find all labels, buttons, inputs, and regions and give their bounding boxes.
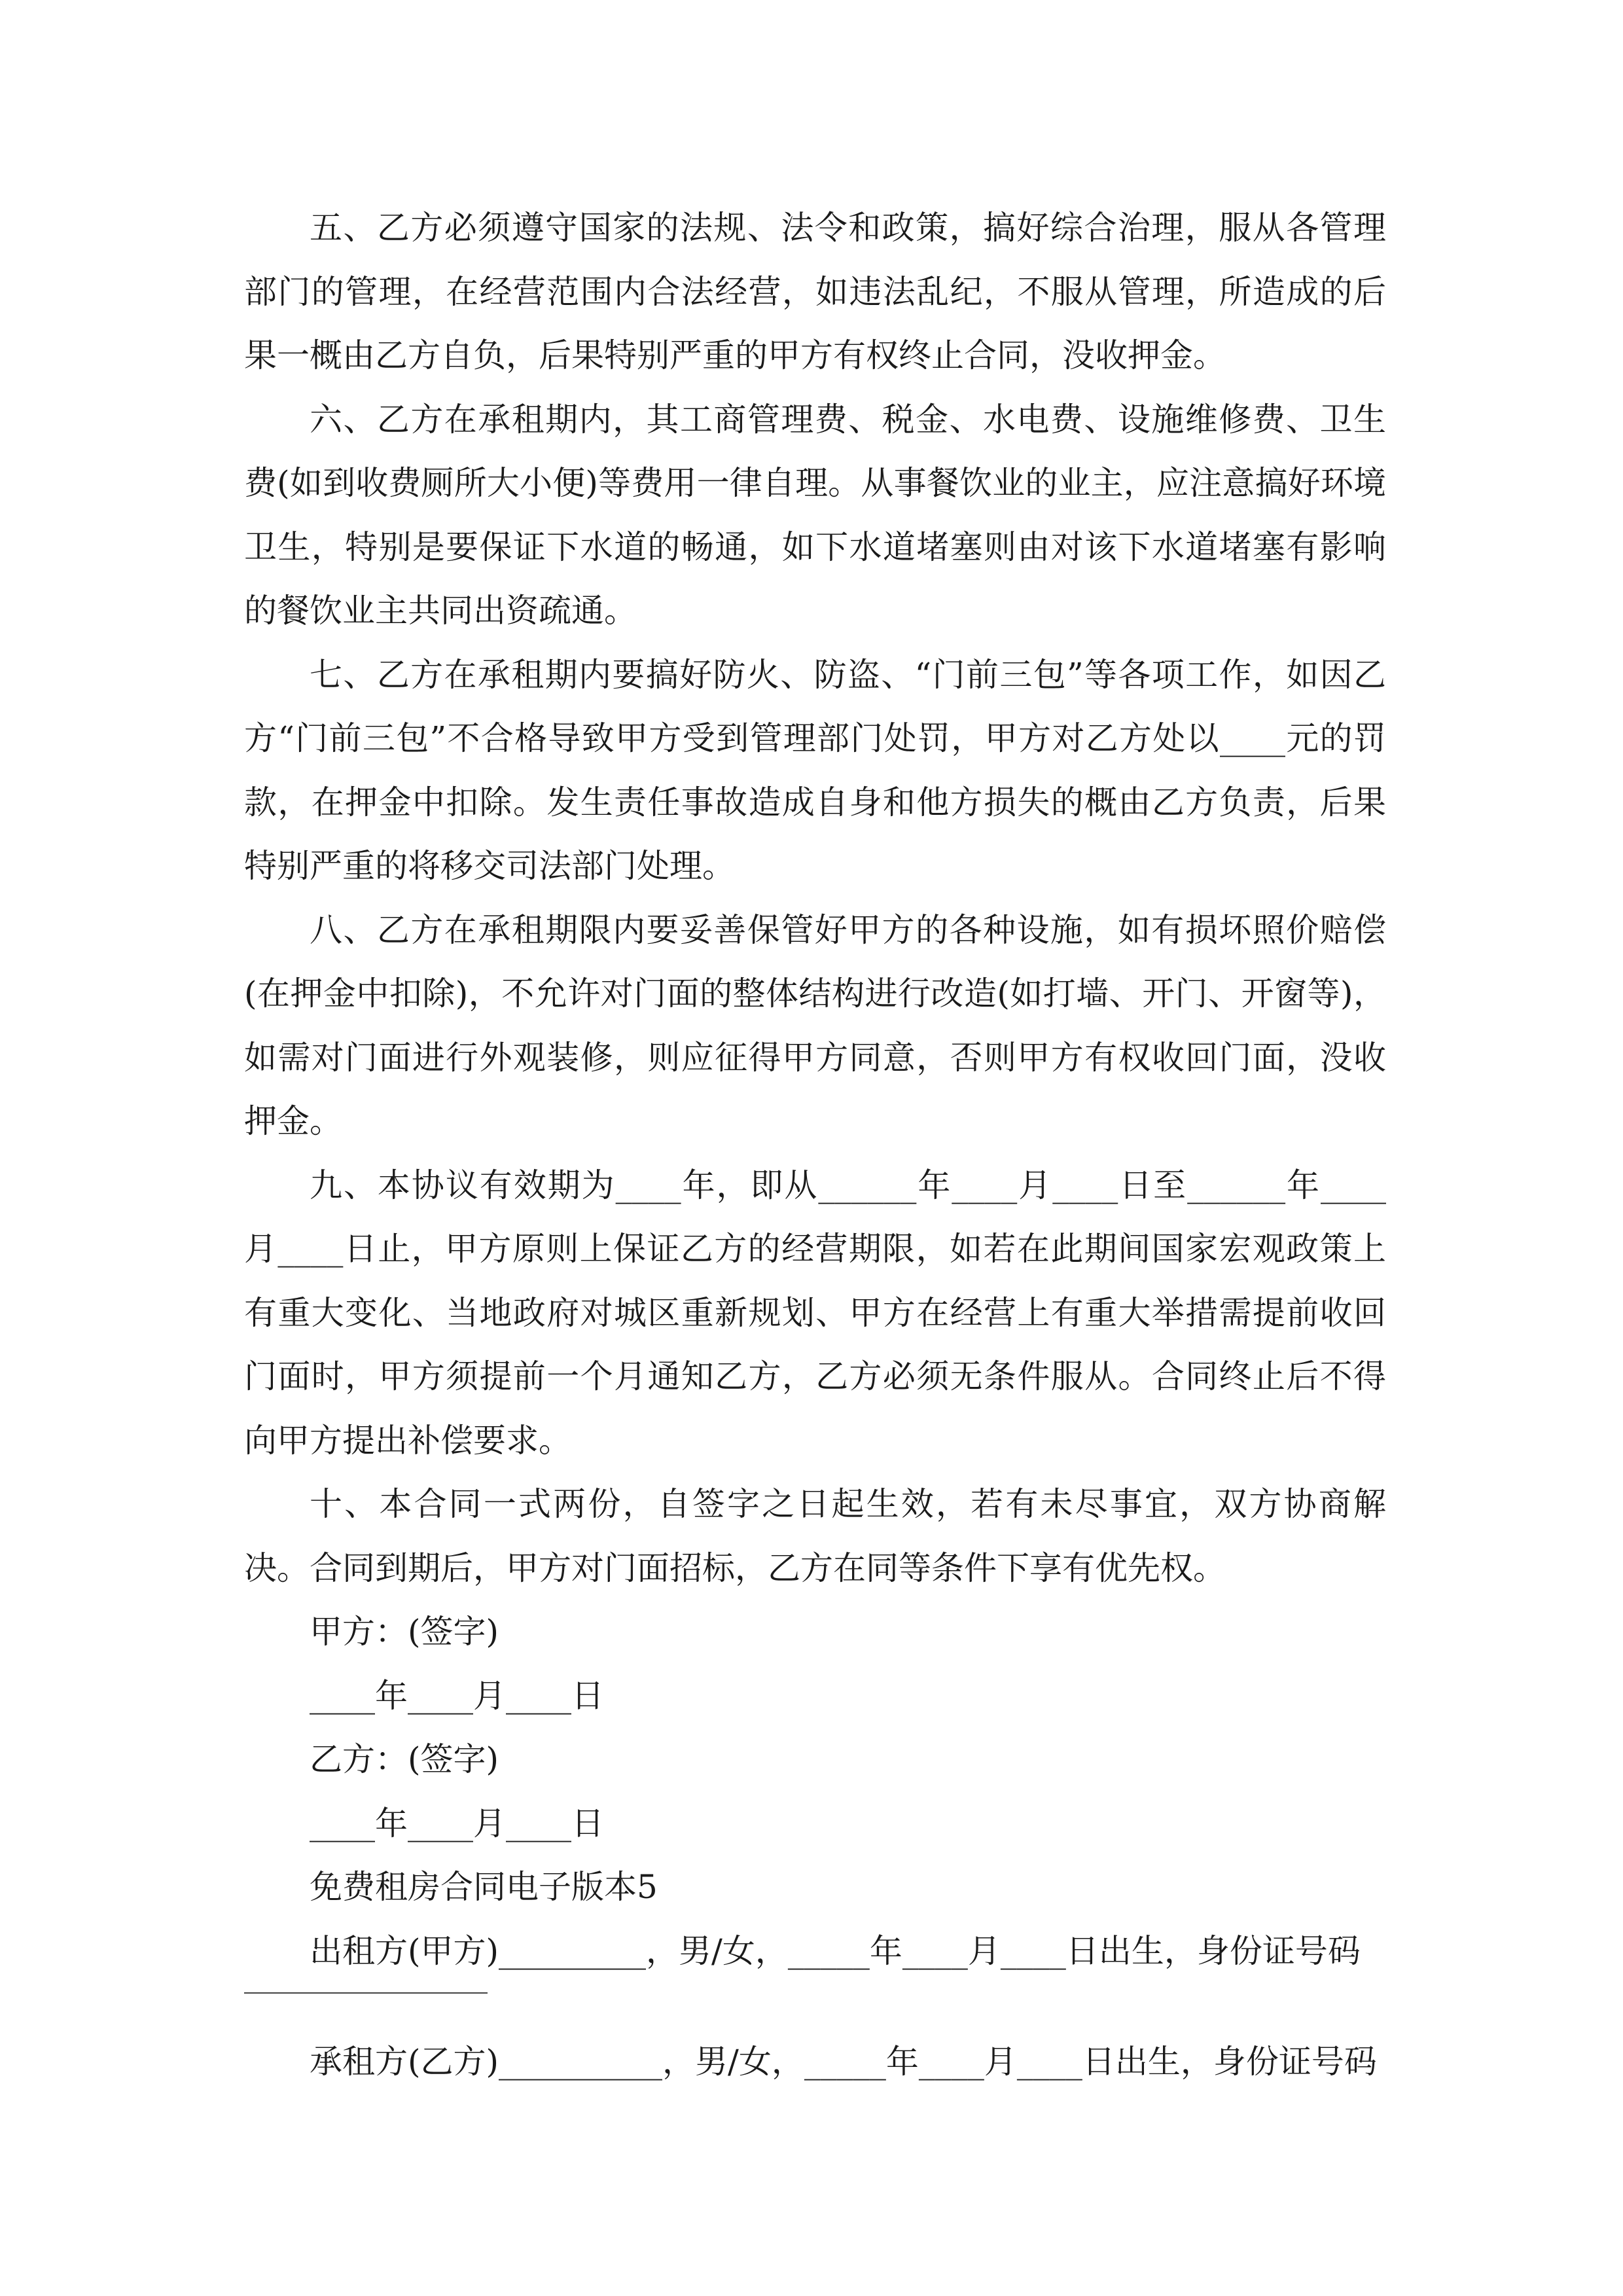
clause-5: 五、乙方必须遵守国家的法规、法令和政策，搞好综合治理，服从各管理部门的管理，在经营范围内合法经营，如违法乱纪，不服从管理，所造成的后果一概由乙方自负，后果特别严重的甲方有权终止合同，没收押金。 xyxy=(244,209,1386,374)
clause-8: 八、乙方在承租期限内要妥善保管好甲方的各种设施，如有损坏照价赔偿(在押金中扣除)，不允许对门面的整体结构进行改造(如打墙、开门、开窗等)，如需对门面进行外观装修，则应征得甲方同意，否则甲方有权收回门面，没收押金。 xyxy=(244,910,1386,1140)
next-contract-title: 免费租房合同电子版本5 xyxy=(310,1868,658,1906)
party-a-signature: 甲方：(签字) xyxy=(310,1613,499,1651)
id-number-blank-line xyxy=(244,1992,488,1994)
clause-7: 七、乙方在承租期内要搞好防火、防盗、“门前三包”等各项工作，如因乙方“门前三包”不合格导致甲方受到管理部门处罚，甲方对乙方处以____元的罚款，在押金中扣除。发生责任事故造成自身和他方损失的概由乙方负责，后果特别严重的将移交司法部门处理。 xyxy=(244,655,1386,885)
clause-10: 十、本合同一式两份，自签字之日起生效，若有未尽事宜，双方协商解决。合同到期后，甲方对门面招标，乙方在同等条件下享有优先权。 xyxy=(244,1485,1386,1587)
party-a-date: ____年____月____日 xyxy=(310,1676,604,1715)
party-b-date: ____年____月____日 xyxy=(310,1804,604,1842)
clause-6: 六、乙方在承租期内，其工商管理费、税金、水电费、设施维修费、卫生费(如到收费厕所大小便)等费用一律自理。从事餐饮业的业主，应注意搞好环境卫生，特别是要保证下水道的畅通，如下水道堵塞则由对该下水道堵塞有影响的餐饮业主共同出资疏通。 xyxy=(244,400,1386,630)
lessee-line: 承租方(乙方)__________，男/女，_____年____月____日出生，身份证号码 xyxy=(310,2043,1377,2081)
clause-9: 九、本协议有效期为____年，即从______年____月____日至______年____月____日止，甲方原则上保证乙方的经营期限，如若在此期间国家宏观政策上有重大变化、当地政府对城区重新规划、甲方在经营上有重大举措需提前收回门面时，甲方须提前一个月通知乙方，乙方必须无条件服从。合同终止后不得向甲方提出补偿要求。 xyxy=(244,1166,1386,1460)
document-body xyxy=(244,196,1386,2094)
lessor-line: 出租方(甲方)_________，男/女，_____年____月____日出生，身份证号码 xyxy=(310,1931,1361,1970)
party-b-signature: 乙方：(签字) xyxy=(310,1740,499,1778)
